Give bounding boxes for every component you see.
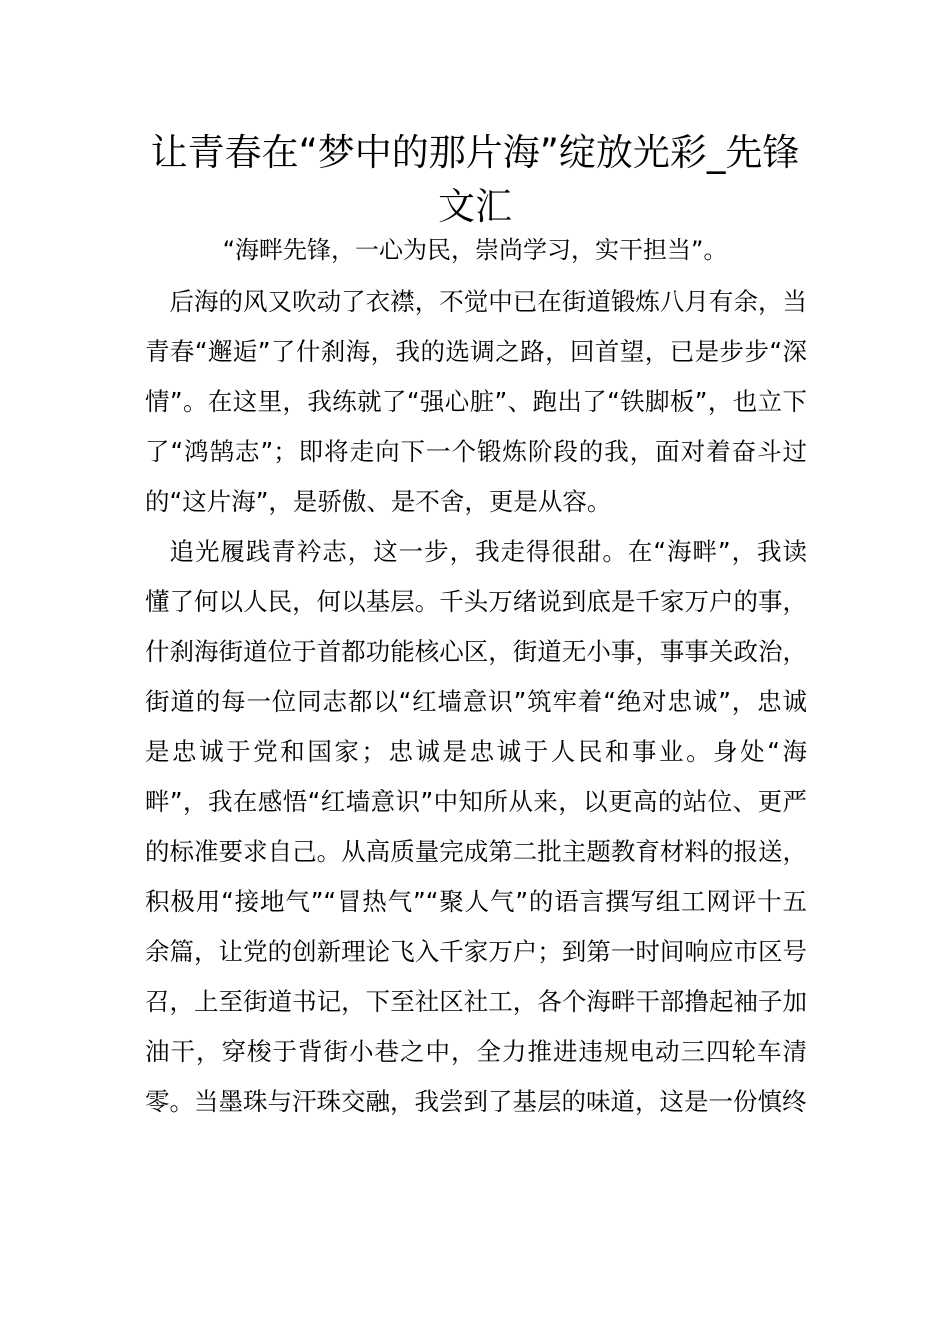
paragraph: 追光履践青衿志，这一步，我走得很甜。在“海畔”，我读懂了何以人民，何以基层。千头万绪说到底是千家万户的事，什刹海街道位于首都功能核心区，街道无小事，事事关政治，街道的每一位同志都以“红墙意识”筑牢着“绝对忠诚”，忠诚是忠诚于党和国家；忠诚是忠诚于人民和事业。身处“海畔”，我在感悟“红墙意识”中知所从来，以更高的站位、更严的标准要求自己。从高质量完成第二批主题教育材料的报送，积极用“接地气”“冒热气”“聚人气”的语言撰写组工网评十五余篇，让党的创新理论飞入千家万户；到第一时间响应市区号召，上至街道书记，下至社区社工，各个海畔干部撸起袖子加油干，穿梭于背街小巷之中，全力推进违规电动三四轮车清零。当墨珠与汗珠交融，我尝到了基层的味道，这是一份慎终 [145,537,807,1116]
paragraph: 后海的风又吹动了衣襟，不觉中已在街道锻炼八月有余，当青春“邂逅”了什刹海，我的选调之路，回首望，已是步步“深情”。在这里，我练就了“强心脏”、跑出了“铁脚板”，也立下了“鸿鹄志”；即将走向下一个锻炼阶段的我，面对着奋斗过的“这片海”，是骄傲、是不舍，更是从容。 [145,287,807,516]
document-title: 让青春在“梦中的那片海”绽放光彩_先锋文汇 [150,131,800,228]
document-body [145,277,807,1127]
document-subtitle: “海畔先锋，一心为民，崇尚学习，实干担当”。 [222,236,728,264]
